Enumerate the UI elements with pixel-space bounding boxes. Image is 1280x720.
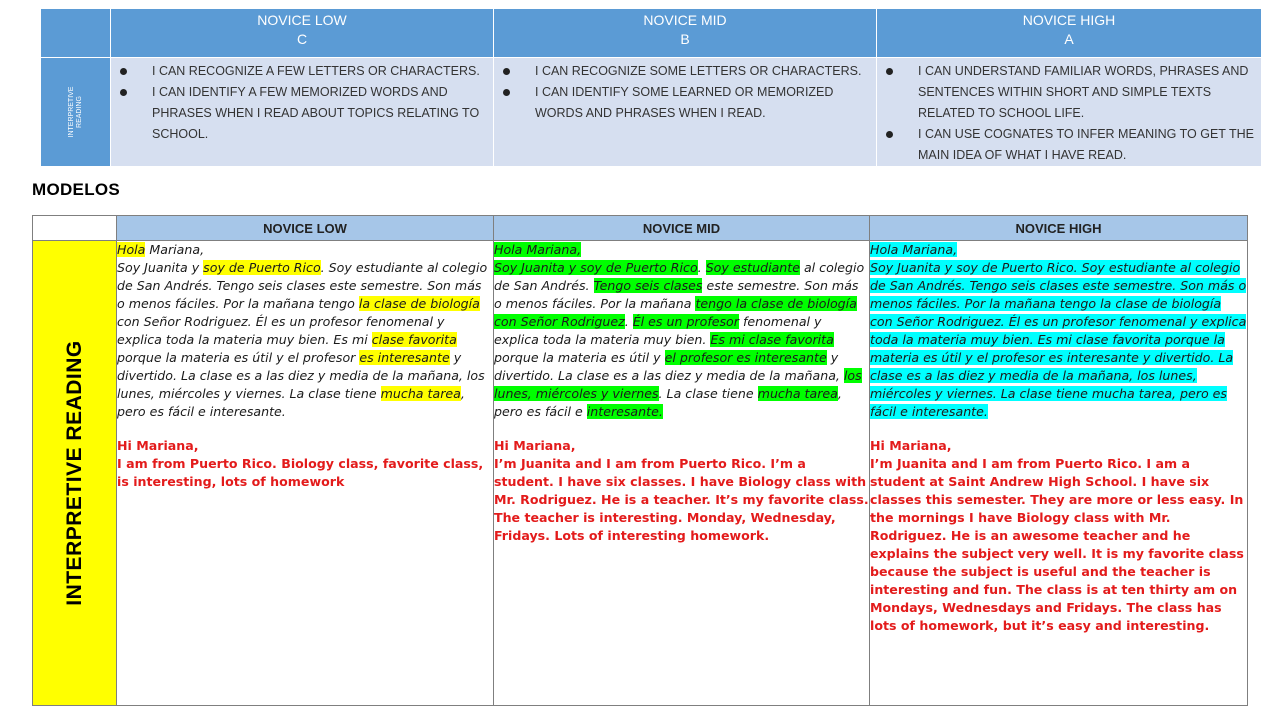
highlighted-phrase: el profesor es interesante	[664, 350, 827, 365]
grade-label: B	[680, 31, 690, 47]
models-row-label-cell	[33, 241, 117, 706]
highlighted-phrase: soy de Puerto Rico	[203, 260, 321, 275]
statement-text: I CAN IDENTIFY SOME LEARNED OR MEMORIZED WORDS AND PHRASES WHEN I READ.	[535, 85, 834, 120]
highlighted-phrase: Es mi clase favorita	[710, 332, 834, 347]
bullet-icon	[886, 68, 893, 75]
highlighted-phrase: es interesante	[359, 350, 450, 365]
statement-text: I CAN UNDERSTAND FAMILIAR WORDS, PHRASES AND SENTENCES WITHIN SHORT AND SIMPLE TEXTS RELATED TO SCHOOL LIFE.	[918, 64, 1249, 120]
models-header-novice-high: NOVICE HIGH	[870, 216, 1248, 241]
english-letter: Hi Mariana, I am from Puerto Rico. Biology class, favorite class, is interesting, lots of homework	[117, 438, 484, 489]
novice-high-statements	[877, 58, 1262, 167]
can-do-body-row	[41, 58, 1262, 167]
statement-text: I CAN IDENTIFY A FEW MEMORIZED WORDS AND PHRASES WHEN I READ ABOUT TOPICS RELATING TO SCHOOL.	[152, 85, 480, 141]
header-corner-cell	[41, 9, 111, 58]
text-segment: , pero es fácil e interesante.	[117, 386, 465, 419]
can-do-header-row	[41, 9, 1262, 58]
text-segment: al colegio de San Andrés.	[494, 260, 865, 293]
model-novice-mid	[494, 241, 870, 706]
highlighted-phrase: clase favorita	[371, 332, 457, 347]
spanish-letter	[117, 241, 493, 421]
text-segment: y divertido. La clase es a las diez y media de la mañana,	[494, 350, 844, 383]
highlighted-phrase: interesante.	[586, 404, 663, 419]
bullet-icon	[503, 68, 510, 75]
models-header-novice-mid: NOVICE MID	[494, 216, 870, 241]
row-label: INTERPRETIVE READING	[67, 86, 83, 138]
models-header-corner	[33, 216, 117, 241]
models-table	[32, 215, 1248, 706]
highlighted-phrase: Hola Mariana, Soy Juanita y soy de Puerto Rico. Soy estudiante al colegio de San Andrés. Tengo seis clases este semestre. Son más o menos fáciles. Por la mañana tengo la clase de biología con Señor Rodriguez. Él es un profesor fenomenal y explica toda la materia muy bien. Es mi clase favorita porque la materia es útil y el profesor es interesante y divertido. La clase es a las diez y media de la mañana, los lunes, miércoles y viernes. La clase tiene mucha tarea, pero es fácil e interesante.	[870, 242, 1247, 419]
statement-list	[111, 58, 493, 145]
models-row-label: INTERPRETIVE READING	[62, 340, 86, 606]
highlighted-phrase: tengo la clase de biología con Señor Rodriguez	[494, 296, 857, 329]
english-letter: Hi Mariana, I’m Juanita and I am from Puerto Rico. I’m a student. I have six classes. I have Biology class with Mr. Rodriguez. He is a teacher. It’s my favorite class. The teacher is interesting. Monday, Wednesday, Fridays. Lots of interesting homework.	[494, 438, 869, 543]
highlighted-phrase: los lunes, miércoles y viernes	[494, 368, 862, 401]
bullet-icon	[886, 131, 893, 138]
model-novice-low	[117, 241, 494, 706]
text-segment: , pero es fácil e	[494, 386, 842, 419]
row-label-cell	[41, 58, 111, 167]
statement-item	[883, 61, 1255, 124]
statement-item	[883, 124, 1255, 166]
bullet-icon	[120, 89, 127, 96]
highlighted-phrase: Hola Mariana, Soy Juanita y soy de Puerto Rico	[494, 242, 698, 275]
section-heading: MODELOS	[32, 180, 121, 199]
grade-label: A	[1064, 31, 1074, 47]
highlighted-phrase: mucha tarea	[757, 386, 838, 401]
text-segment: porque la materia es útil y	[494, 350, 665, 365]
header-novice-high	[877, 9, 1262, 58]
text-segment: porque la materia es útil y el profesor	[117, 350, 360, 365]
spanish-letter	[870, 241, 1247, 421]
statement-item	[500, 82, 870, 124]
models-header-row	[33, 216, 1248, 241]
statement-text: I CAN RECOGNIZE A FEW LETTERS OR CHARACTERS.	[152, 64, 480, 78]
highlighted-phrase: Hola	[117, 242, 146, 257]
grade-label: C	[296, 31, 308, 47]
header-novice-low	[111, 9, 494, 58]
statement-item	[117, 61, 487, 82]
text-segment: con Señor Rodriguez. Él es un profesor fenomenal y explica toda la materia muy bien. Es mi	[117, 314, 445, 347]
english-letter: Hi Mariana, I’m Juanita and I am from Puerto Rico. I am a student at Saint Andrew High School. I have six classes this semester. They are more or less easy. In the mornings I have Biology class with Mr. Rodriguez. He is an awesome teacher and he explains the subject very well. It is my favorite class because the subject is useful and the teacher is interesting and fun. The class is at ten thirty am on Mondays, Wednesdays and Fridays. The class has lots of homework, but it’s easy and interesting.	[870, 438, 1244, 633]
statement-list	[494, 58, 876, 124]
statement-list	[877, 58, 1261, 166]
level-label: NOVICE LOW	[257, 12, 347, 28]
text-segment: fenomenal y explica toda la materia muy bien.	[494, 314, 822, 347]
can-do-statements-table	[40, 8, 1262, 167]
header-novice-mid	[494, 9, 877, 58]
statement-text: I CAN RECOGNIZE SOME LETTERS OR CHARACTERS.	[535, 64, 862, 78]
highlighted-phrase: Soy estudiante	[705, 260, 800, 275]
highlighted-phrase: Tengo seis clases	[593, 278, 703, 293]
models-header-novice-low: NOVICE LOW	[117, 216, 494, 241]
models-body-row	[33, 241, 1248, 706]
statement-item	[500, 61, 870, 82]
novice-low-statements	[111, 58, 494, 167]
statement-item	[117, 82, 487, 145]
highlighted-phrase: Él es un profesor	[632, 314, 739, 329]
highlighted-phrase: mucha tarea	[380, 386, 461, 401]
text-segment: este semestre. Son más o menos fáciles. Por la mañana	[494, 278, 859, 311]
bullet-icon	[120, 68, 127, 75]
text-segment: .	[624, 314, 633, 329]
bullet-icon	[503, 89, 510, 96]
text-segment: .	[697, 260, 706, 275]
model-novice-high	[870, 241, 1248, 706]
text-segment: Mariana, Soy Juanita y	[117, 242, 205, 275]
text-segment: . Soy estudiante al colegio de San Andrés. Tengo seis clases este semestre. Son más o menos fáciles. Por la mañana tengo	[117, 260, 488, 311]
spanish-letter	[494, 241, 869, 421]
level-label: NOVICE MID	[643, 12, 727, 28]
statement-text: I CAN USE COGNATES TO INFER MEANING TO GET THE MAIN IDEA OF WHAT I HAVE READ.	[918, 127, 1254, 162]
highlighted-phrase: la clase de biología	[358, 296, 480, 311]
level-label: NOVICE HIGH	[1022, 12, 1116, 28]
text-segment: . La clase tiene	[658, 386, 758, 401]
novice-mid-statements	[494, 58, 877, 167]
text-segment: y divertido. La clase es a las diez y media de la mañana, los lunes, miércoles y viernes. La clase tiene	[117, 350, 485, 401]
